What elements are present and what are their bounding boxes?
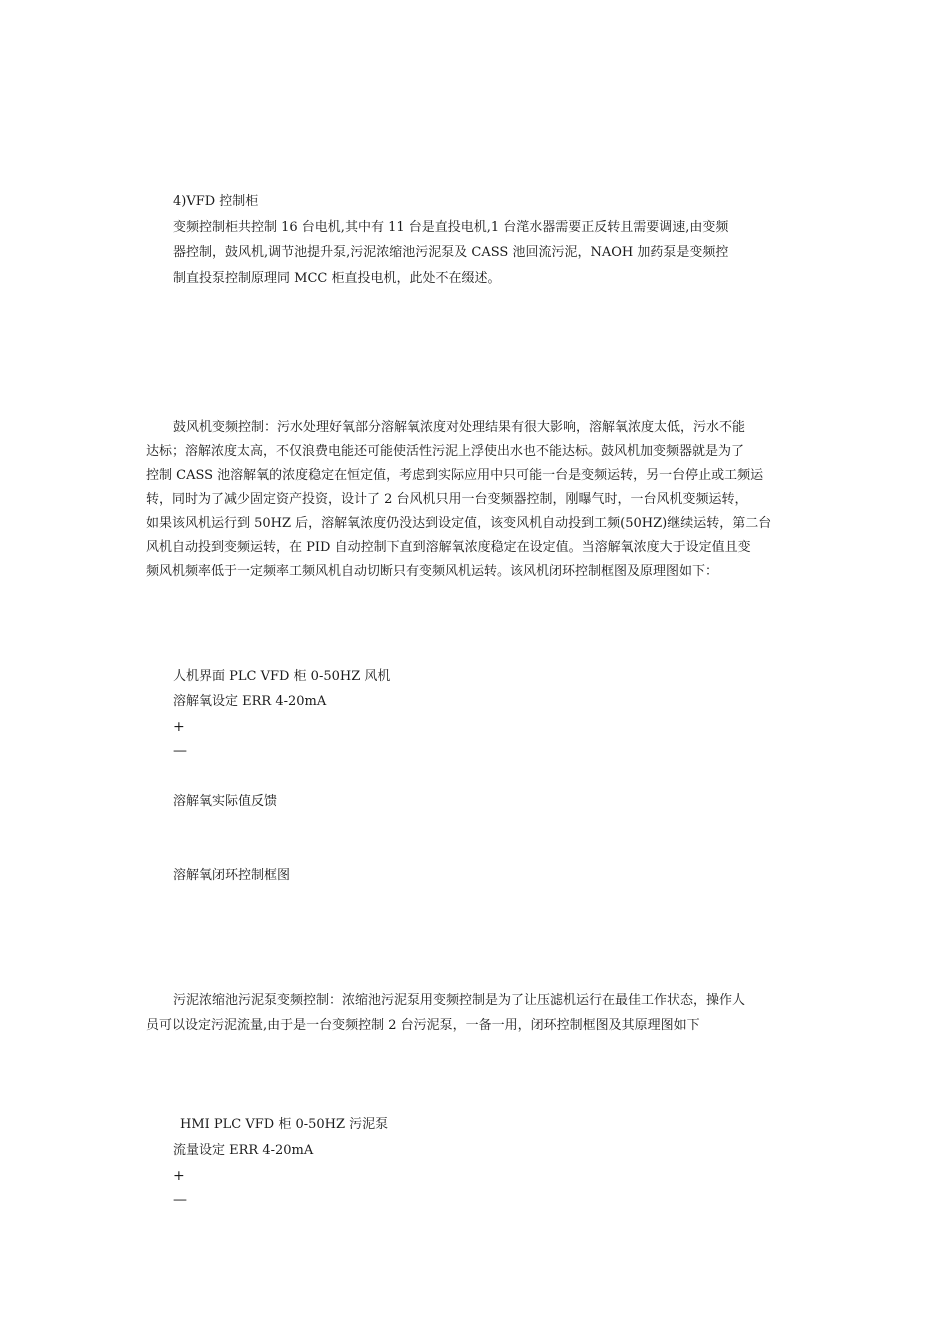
do-diagram-row-2: 溶解氧设定 ERR 4-20mA bbox=[173, 694, 327, 709]
blower-text-line-6: 风机自动投到变频运转，在 PID 自动控制下直到溶解氧浓度稳定在设定值。当溶解氧浓度大于设定值且变 bbox=[146, 540, 751, 555]
flow-diagram-row-2: 流量设定 ERR 4-20mA bbox=[173, 1143, 314, 1158]
blower-text-line-2: 达标；溶解浓度太高，不仅浪费电能还可能使活性污泥上浮使出水也不能达标。鼓风机加变频器就是为了 bbox=[146, 444, 745, 459]
blower-text-line-4: 转，同时为了减少固定资产投资，设计了 2 台风机只用一台变频器控制，刚曝气时，一台风机变频运转， bbox=[146, 492, 748, 507]
vfd-text-line-2: 器控制，鼓风机,调节池提升泵,污泥浓缩池污泥泵及 CASS 池回流污泥，NAOH 加药泵是变频控 bbox=[173, 245, 729, 260]
sludge-text-line-2: 员可以设定污泥流量,由于是一台变频控制 2 台污泥泵，一备一用，闭环控制框图及其原理图如下 bbox=[146, 1018, 700, 1033]
do-feedback-label: 溶解氧实际值反馈 bbox=[173, 794, 278, 809]
section-heading-vfd: 4)VFD 控制柜 bbox=[173, 194, 259, 209]
sludge-text-line-1: 污泥浓缩池污泥泵变频控制：浓缩池污泥泵用变频控制是为了让压滤机运行在最佳工作状态，操作人 bbox=[173, 993, 746, 1008]
do-diagram-plus: + bbox=[173, 719, 185, 735]
do-diagram-minus: — bbox=[173, 743, 187, 759]
vfd-text-line-3: 制直投泵控制原理同 MCC 柜直投电机，此处不在缀述。 bbox=[173, 271, 501, 286]
vfd-text-line-1: 变频控制柜共控制 16 台电机,其中有 11 台是直投电机,1 台滗水器需要正反转且需要调速,由变频 bbox=[173, 220, 729, 235]
blower-text-line-5: 如果该风机运行到 50HZ 后，溶解氧浓度仍没达到设定值，该变风机自动投到工频(50HZ)继续运转，第二台 bbox=[146, 516, 772, 531]
flow-diagram-row-1: HMI PLC VFD 柜 0-50HZ 污泥泵 bbox=[180, 1117, 389, 1132]
do-diagram-caption: 溶解氧闭环控制框图 bbox=[173, 868, 291, 883]
blower-text-line-3: 控制 CASS 池溶解氧的浓度稳定在恒定值，考虑到实际应用中只可能一台是变频运转，另一台停止或工频运 bbox=[146, 468, 764, 483]
flow-diagram-plus: + bbox=[173, 1168, 185, 1184]
blower-text-line-1: 鼓风机变频控制：污水处理好氧部分溶解氧浓度对处理结果有很大影响，溶解氧浓度太低，污水不能 bbox=[173, 420, 746, 435]
blower-text-line-7: 频风机频率低于一定频率工频风机自动切断只有变频风机运转。该风机闭环控制框图及原理图如下： bbox=[146, 564, 719, 579]
flow-diagram-minus: — bbox=[173, 1192, 187, 1208]
do-diagram-row-1: 人机界面 PLC VFD 柜 0-50HZ 风机 bbox=[173, 669, 391, 684]
